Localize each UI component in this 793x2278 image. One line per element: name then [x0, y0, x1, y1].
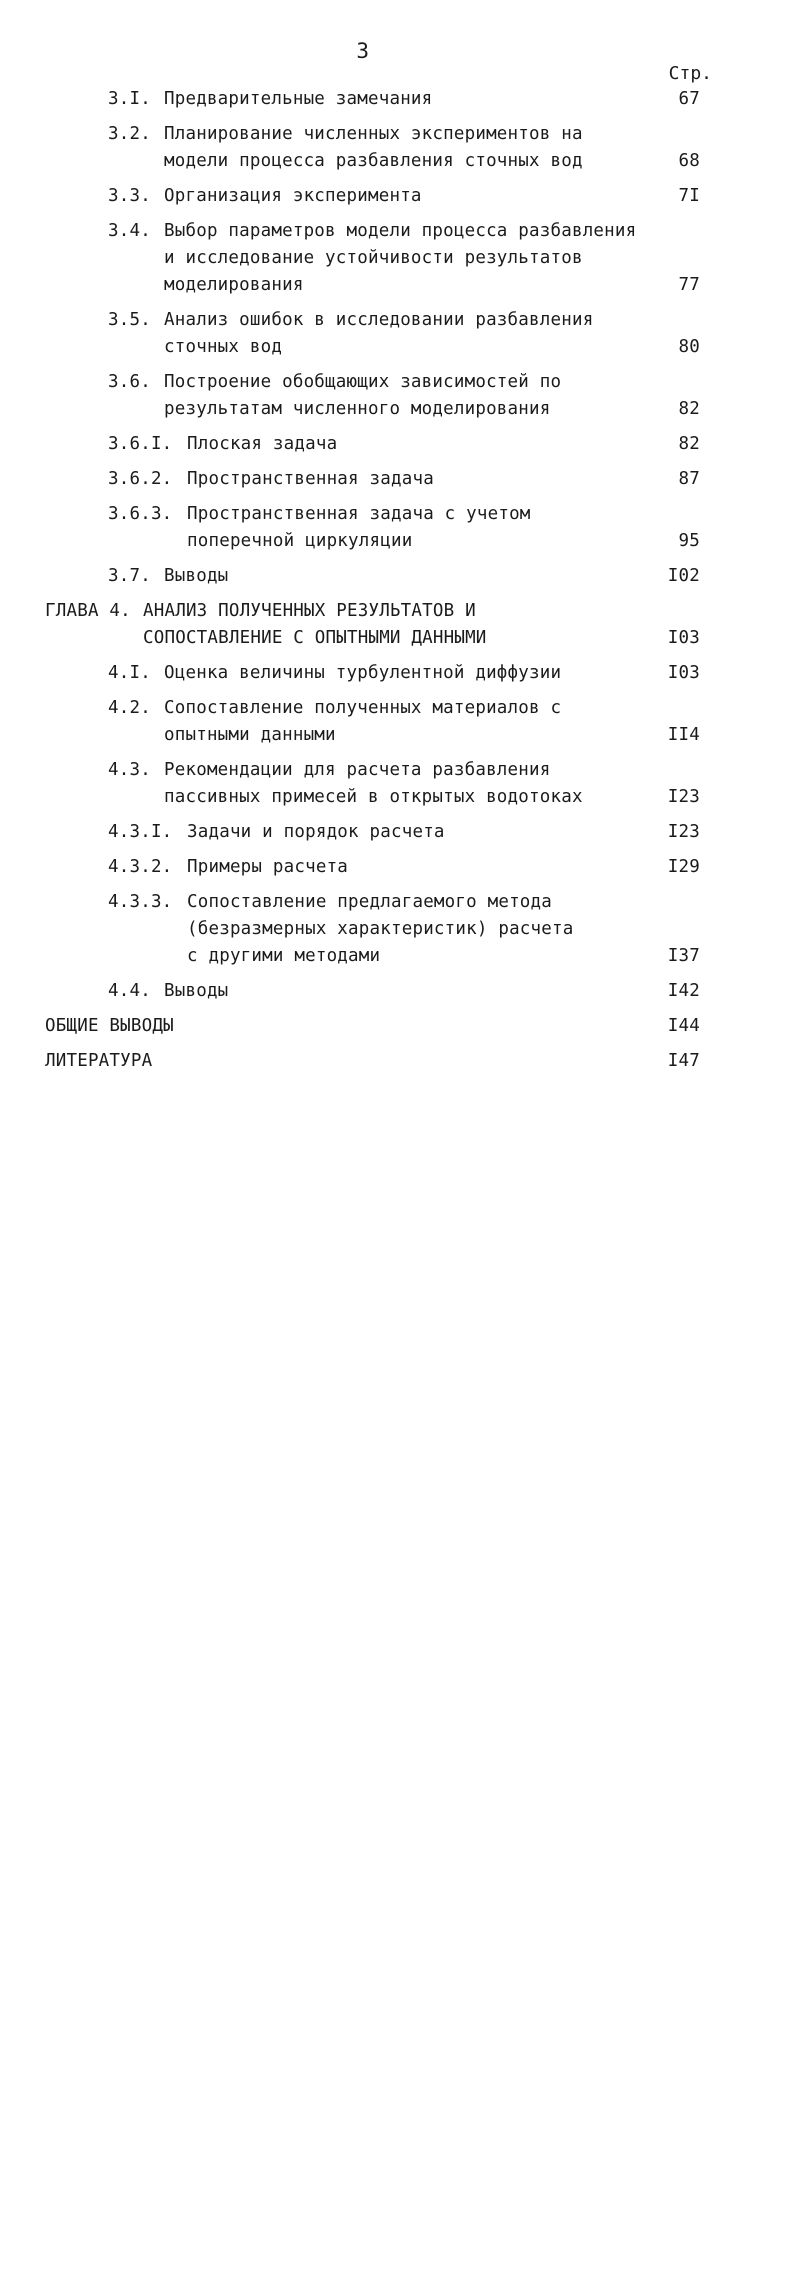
pages-column-heading: Стр.: [668, 63, 712, 84]
toc-entry: [0, 819, 793, 846]
toc-entry-page: I03: [667, 663, 700, 683]
toc-entry: [0, 978, 793, 1005]
toc-chapter-number: ГЛАВА 4.: [45, 601, 131, 621]
toc-entry: [0, 466, 793, 493]
toc-entry-number: 3.3.: [108, 186, 151, 206]
toc-entry: [0, 757, 793, 811]
toc-entry-title: Плоская задача: [187, 434, 338, 454]
toc-entry: [0, 660, 793, 687]
toc-entry: [0, 431, 793, 458]
toc-entry-title: Сопоставление полученных материалов с: [164, 698, 562, 718]
toc-entry-number: 3.I.: [108, 89, 151, 109]
toc-entry-title: Планирование численных экспериментов на: [164, 124, 583, 144]
toc-entry: [0, 86, 793, 113]
toc-entry: [0, 695, 793, 749]
toc-entry-title: Предварительные замечания: [164, 89, 433, 109]
toc-entry-number: 3.6.2.: [108, 469, 173, 489]
toc-entry-page: I02: [667, 566, 700, 586]
toc-entry-references: [0, 1048, 793, 1075]
toc-entry-title: Рекомендации для расчета разбавления: [164, 760, 551, 780]
toc-entry-title: Пространственная задача с учетом: [187, 504, 531, 524]
toc-entry-number: 3.6.3.: [108, 504, 173, 524]
toc-entry-number: 4.I.: [108, 663, 151, 683]
toc-entry-title: ЛИТЕРАТУРА: [45, 1051, 153, 1071]
toc-entry-number: 4.4.: [108, 981, 151, 1001]
toc-entry-number: 3.5.: [108, 310, 151, 330]
toc-entry-title-continued: с другими методами: [187, 946, 381, 966]
toc-entry: [0, 889, 793, 970]
toc-entry-title: Оценка величины турбулентной диффузии: [164, 663, 562, 683]
toc-entry-number: 4.2.: [108, 698, 151, 718]
toc-entry: [0, 121, 793, 175]
toc-entry-page: I23: [667, 787, 700, 807]
toc-entry-page: 77: [678, 275, 700, 295]
toc-entry-number: 4.3.: [108, 760, 151, 780]
toc-entry: [0, 218, 793, 299]
toc-entry-title: Построение обобщающих зависимостей по: [164, 372, 562, 392]
toc-entry-title: ОБЩИЕ ВЫВОДЫ: [45, 1016, 174, 1036]
toc-entry-title: Сопоставление предлагаемого метода: [187, 892, 553, 912]
toc-entry-page: II4: [667, 725, 700, 745]
toc-entry-number: 4.3.I.: [108, 822, 173, 842]
toc-entry-general-conclusions: [0, 1013, 793, 1040]
toc-entry: [0, 501, 793, 555]
toc-entry-page: I23: [667, 822, 700, 842]
toc-entry-number: 3.4.: [108, 221, 151, 241]
toc-entry-page: 7I: [678, 186, 700, 206]
toc-entry: [0, 183, 793, 210]
toc-entry-title-continued: моделирования: [164, 275, 304, 295]
toc-entry-title: Примеры расчета: [187, 857, 349, 877]
toc-entry-title: Организация эксперимента: [164, 186, 422, 206]
toc-entry-page: 68: [678, 151, 700, 171]
toc-entry-number: 4.3.3.: [108, 892, 173, 912]
toc-entry-number: 3.2.: [108, 124, 151, 144]
toc-entry-title: Анализ ошибок в исследовании разбавления: [164, 310, 594, 330]
toc-entry: [0, 563, 793, 590]
toc-chapter-title: АНАЛИЗ ПОЛУЧЕННЫХ РЕЗУЛЬТАТОВ И: [143, 601, 476, 621]
toc-chapter-title-continued: СОПОСТАВЛЕНИЕ С ОПЫТНЫМИ ДАННЫМИ: [143, 628, 487, 648]
toc-entry-title: Выводы: [164, 566, 229, 586]
toc-entry-page: 82: [678, 434, 700, 454]
toc-entry-page: 95: [678, 531, 700, 551]
toc-entry-page: I03: [667, 628, 700, 648]
toc-entry-title-continued: сточных вод: [164, 337, 283, 357]
toc-entry-title: Выводы: [164, 981, 229, 1001]
toc-entry-page: 82: [678, 399, 700, 419]
toc-entry-page: I29: [667, 857, 700, 877]
toc-entry-title-continued: модели процесса разбавления сточных вод: [164, 151, 583, 171]
toc-entry-page: I47: [667, 1051, 700, 1071]
toc-entry-number: 3.6.: [108, 372, 151, 392]
toc-entry-title: Задачи и порядок расчета: [187, 822, 445, 842]
toc-entry-title-continued: пассивных примесей в открытых водотоках: [164, 787, 583, 807]
toc-entry-title-continued: опытными данными: [164, 725, 336, 745]
toc-chapter-entry: [0, 598, 793, 652]
toc-entry-page: 67: [678, 89, 700, 109]
toc-entry-number: 3.7.: [108, 566, 151, 586]
page-number: 3: [356, 39, 370, 63]
toc-entry: [0, 369, 793, 423]
toc-entry: [0, 854, 793, 881]
toc-entry-page: I37: [667, 946, 700, 966]
toc-entry-number: 4.3.2.: [108, 857, 173, 877]
toc-entry-title-continued: (безразмерных характеристик) расчета: [187, 919, 574, 939]
toc-entry-page: I42: [667, 981, 700, 1001]
toc-entry: [0, 307, 793, 361]
toc-entry-title: Пространственная задача: [187, 469, 434, 489]
toc-entry-page: I44: [667, 1016, 700, 1036]
toc-entry-number: 3.6.I.: [108, 434, 173, 454]
table-of-contents: [0, 86, 793, 1083]
toc-entry-page: 87: [678, 469, 700, 489]
toc-entry-page: 80: [678, 337, 700, 357]
toc-entry-title-continued: поперечной циркуляции: [187, 531, 413, 551]
toc-entry-title-continued: результатам численного моделирования: [164, 399, 551, 419]
toc-entry-title: Выбор параметров модели процесса разбавления: [164, 221, 637, 241]
toc-entry-title-continued: и исследование устойчивости результатов: [164, 248, 583, 268]
